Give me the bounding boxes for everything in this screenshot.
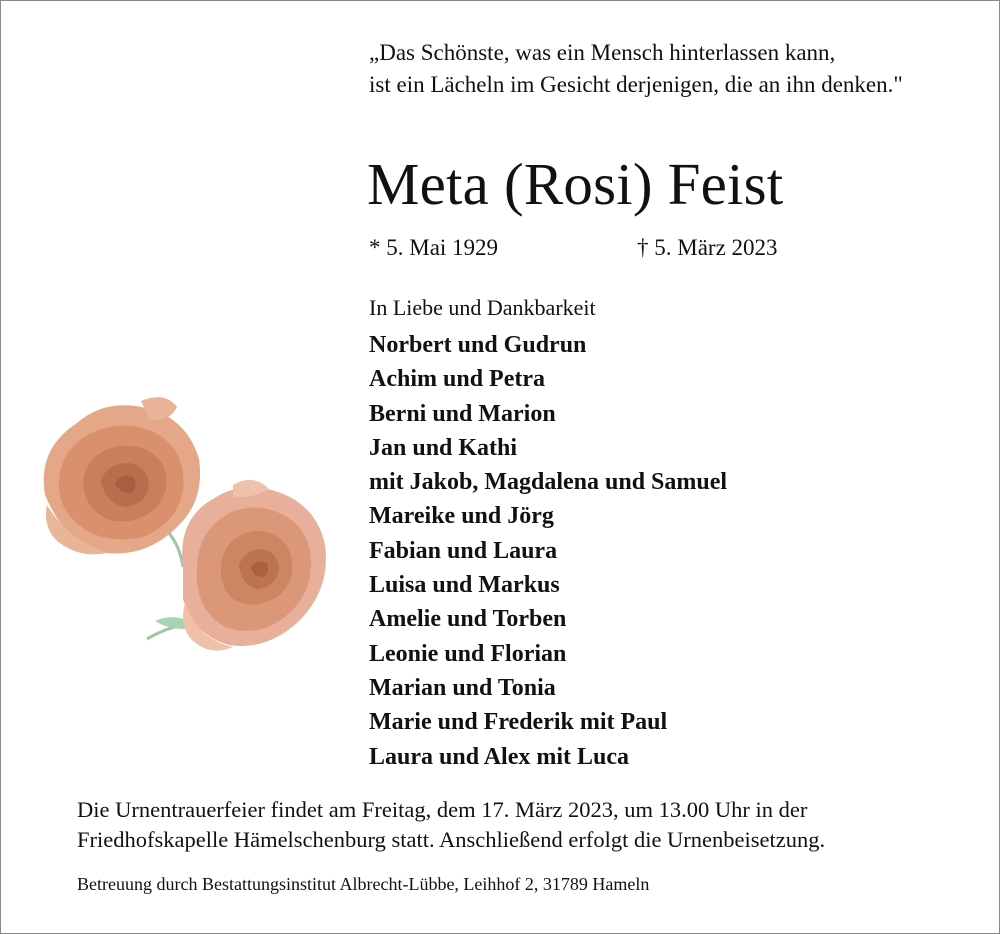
undertaker-note: Betreuung durch Bestattungsinstitut Albrecht-Lübbe, Leihhof 2, 31789 Hameln xyxy=(77,874,650,894)
list-item: Marian und Tonia xyxy=(369,674,556,701)
list-item: Mareike und Jörg xyxy=(369,503,554,530)
rose-upper xyxy=(44,397,200,554)
list-item: Laura und Alex mit Luca xyxy=(369,743,630,770)
list-item: Leonie und Florian xyxy=(369,640,567,667)
rose-lower xyxy=(182,480,326,651)
mourners-list xyxy=(369,328,727,774)
list-item: Luisa und Markus xyxy=(369,572,560,599)
quote-line-1: „Das Schönste, was ein Mensch hinterlassen kann, xyxy=(369,40,836,65)
ceremony-line-1: Die Urnentrauerfeier findet am Freitag, dem 17. März 2023, um 13.00 Uhr in der xyxy=(77,797,808,822)
list-item: Jan und Kathi xyxy=(369,434,518,461)
list-item: Berni und Marion xyxy=(369,400,556,427)
ceremony-notice xyxy=(77,795,825,855)
memorial-quote xyxy=(369,37,903,101)
mourners-intro: In Liebe und Dankbarkeit xyxy=(369,295,596,320)
list-item: mit Jakob, Magdalena und Samuel xyxy=(369,469,728,496)
deceased-name: Meta (Rosi) Feist xyxy=(367,151,784,217)
quote-line-2: ist ein Lächeln im Gesicht derjenigen, die an ihn denken." xyxy=(369,72,903,97)
list-item: Amelie und Torben xyxy=(369,606,567,633)
list-item: Norbert und Gudrun xyxy=(369,332,587,358)
list-item: Fabian und Laura xyxy=(369,537,558,564)
death-date: † 5. März 2023 xyxy=(637,235,778,260)
list-item: Marie und Frederik mit Paul xyxy=(369,709,668,736)
birth-date: * 5. Mai 1929 xyxy=(369,235,499,260)
roses-icon xyxy=(37,389,337,674)
list-item: Achim und Petra xyxy=(369,366,545,393)
ceremony-line-2: Friedhofskapelle Hämelschenburg statt. Anschließend erfolgt die Urnenbeisetzung. xyxy=(77,827,826,852)
